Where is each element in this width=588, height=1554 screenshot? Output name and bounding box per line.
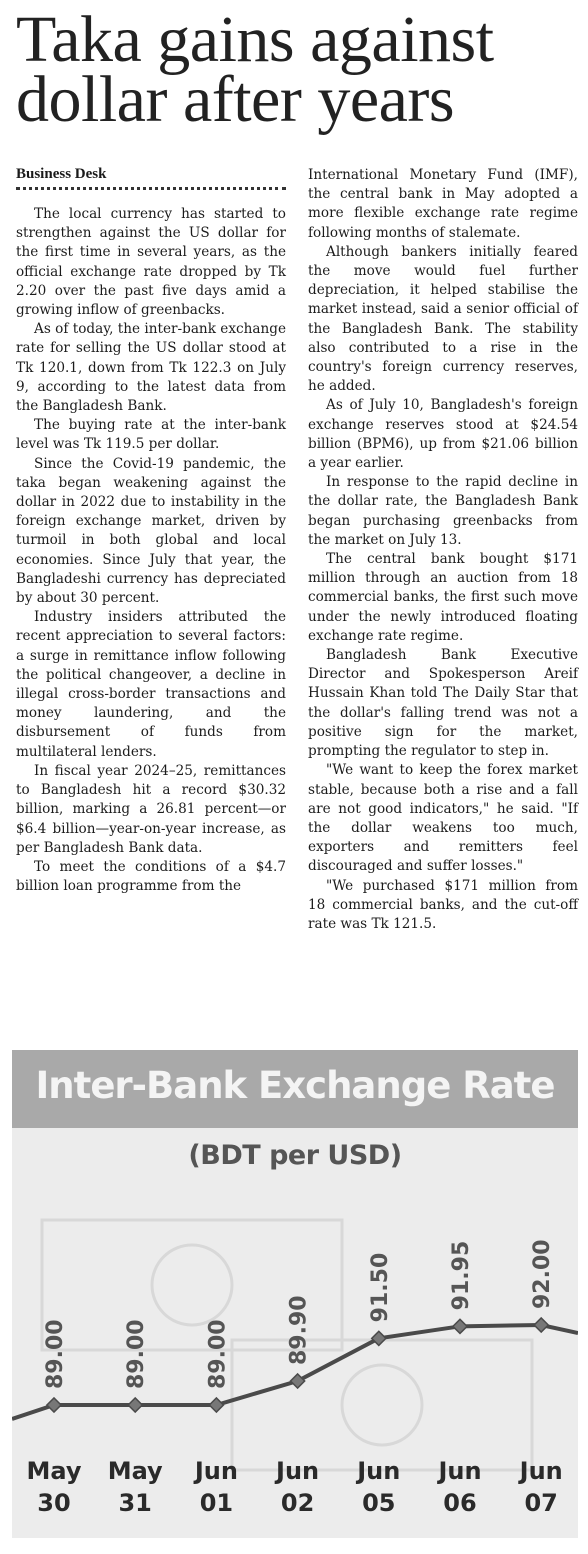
byline: Business Desk bbox=[16, 166, 107, 182]
x-tick-label: May bbox=[26, 1457, 82, 1485]
paragraph: The local currency has started to strengthen against the US dollar for the first time in several years, as the official exchange rate dropped by Tk 2.20 over the past five days amid a growing inflow of greenbacks. bbox=[16, 206, 286, 319]
data-value-label: 89.00 bbox=[124, 1319, 150, 1389]
data-value-label: 91.95 bbox=[449, 1240, 474, 1311]
data-value-label: 91.50 bbox=[367, 1252, 393, 1323]
chart-title: Inter-Bank Exchange Rate bbox=[35, 1064, 555, 1107]
data-value-label: 89.00 bbox=[43, 1319, 68, 1389]
x-tick-label: Jun bbox=[276, 1457, 320, 1485]
data-point-marker bbox=[291, 1374, 305, 1388]
x-tick-label: 30 bbox=[37, 1489, 71, 1517]
paragraph: The buying rate at the inter-bank level was Tk 119.5 per dollar. bbox=[16, 417, 286, 453]
data-point-marker bbox=[372, 1331, 386, 1345]
data-point-marker bbox=[209, 1398, 223, 1412]
exchange-rate-line-chart bbox=[12, 1050, 578, 1538]
paragraph: "We purchased $171 million from 18 commercial banks, and the cut-off rate was Tk 121.5. bbox=[308, 877, 578, 932]
data-point-marker bbox=[128, 1398, 142, 1412]
x-tick-label: Jun bbox=[194, 1457, 238, 1485]
data-value-label: 92.00 bbox=[530, 1239, 556, 1309]
article-column-left bbox=[16, 205, 286, 896]
paragraph: Industry insiders attributed the recent appreciation to several factors: a surge in remittance inflow following the political changeover, a decline in illegal cross-border transactions and money laundering, and the disbursement of funds from multilateral lenders. bbox=[16, 609, 286, 760]
paragraph: To meet the conditions of a $4.7 billion loan programme from the bbox=[16, 858, 286, 895]
paragraph: In fiscal year 2024–25, remittances to Bangladesh hit a record $30.32 billion, marking a 26.81 percent—or $6.4 billion—year-on-year increase, as per Bangladesh Bank data. bbox=[16, 762, 286, 856]
exchange-rate-infographic bbox=[12, 1050, 578, 1538]
paragraph: In response to the rapid decline in the dollar rate, the Bangladesh Bank began purchasing greenbacks from the market on July 13. bbox=[308, 474, 578, 548]
x-tick-label: 02 bbox=[280, 1489, 315, 1517]
byline-divider bbox=[16, 187, 286, 190]
x-tick-label: Jun bbox=[438, 1457, 482, 1485]
x-tick-label: Jun bbox=[357, 1457, 401, 1485]
data-point-marker bbox=[534, 1318, 548, 1332]
paragraph: Since the Covid-19 pandemic, the taka began weakening against the dollar in 2022 due to instability in the foreign exchange market, driven by turmoil in both global and local economies. Since July that year, the Bangladeshi currency has depreciated by about 30 percent. bbox=[16, 455, 286, 607]
data-value-label: 89.90 bbox=[286, 1295, 312, 1365]
data-point-marker bbox=[453, 1319, 467, 1333]
x-tick-label: 06 bbox=[443, 1489, 477, 1517]
paragraph: As of July 10, Bangladesh's foreign exchange reserves stood at $24.54 billion (BPM6), up from $21.06 billion a year earlier. bbox=[308, 397, 578, 472]
article-column-right bbox=[308, 166, 578, 934]
paragraph: Although bankers initially feared the move would fuel further depreciation, it helped stabilise the market instead, said a senior official of the Bangladesh Bank. The stability also contributed to a rise in the country's foreign currency reserves, he added. bbox=[308, 243, 578, 395]
x-tick-label: 01 bbox=[199, 1489, 234, 1517]
data-value-label: 89.00 bbox=[205, 1319, 231, 1389]
paragraph: "We want to keep the forex market stable, because both a rise and a fall are not good indicators," he said. "If the dollar weakens too much, exporters and remitters feel discouraged and suffer losses." bbox=[308, 762, 578, 875]
x-tick-label: 31 bbox=[118, 1489, 152, 1517]
x-tick-label: 05 bbox=[362, 1489, 396, 1517]
x-tick-label: 07 bbox=[524, 1489, 558, 1517]
paragraph: The central bank bought $171 million through an auction from 18 commercial banks, the first such move under the newly introduced floating exchange rate regime. bbox=[308, 551, 578, 644]
paragraph: As of today, the inter-bank exchange rate for selling the US dollar stood at Tk 120.1, down from Tk 122.3 on July 9, according to the latest data from the Bangladesh Bank. bbox=[16, 321, 286, 415]
x-tick-label: Jun bbox=[519, 1457, 563, 1485]
paragraph: International Monetary Fund (IMF), the central bank in May adopted a more flexible exchange rate regime following months of stalemate. bbox=[308, 167, 578, 241]
data-point-marker bbox=[47, 1398, 61, 1412]
article-headline: Taka gains against dollar after years bbox=[16, 3, 494, 136]
chart-subtitle: (BDT per USD) bbox=[188, 1140, 402, 1171]
paragraph: Bangladesh Bank Executive Director and Spokesperson Areif Hussain Khan told The Daily Star that the dollar's falling trend was not a positive sign for the market, prompting the regulator to step in. bbox=[308, 647, 578, 760]
x-tick-label: May bbox=[107, 1457, 163, 1485]
